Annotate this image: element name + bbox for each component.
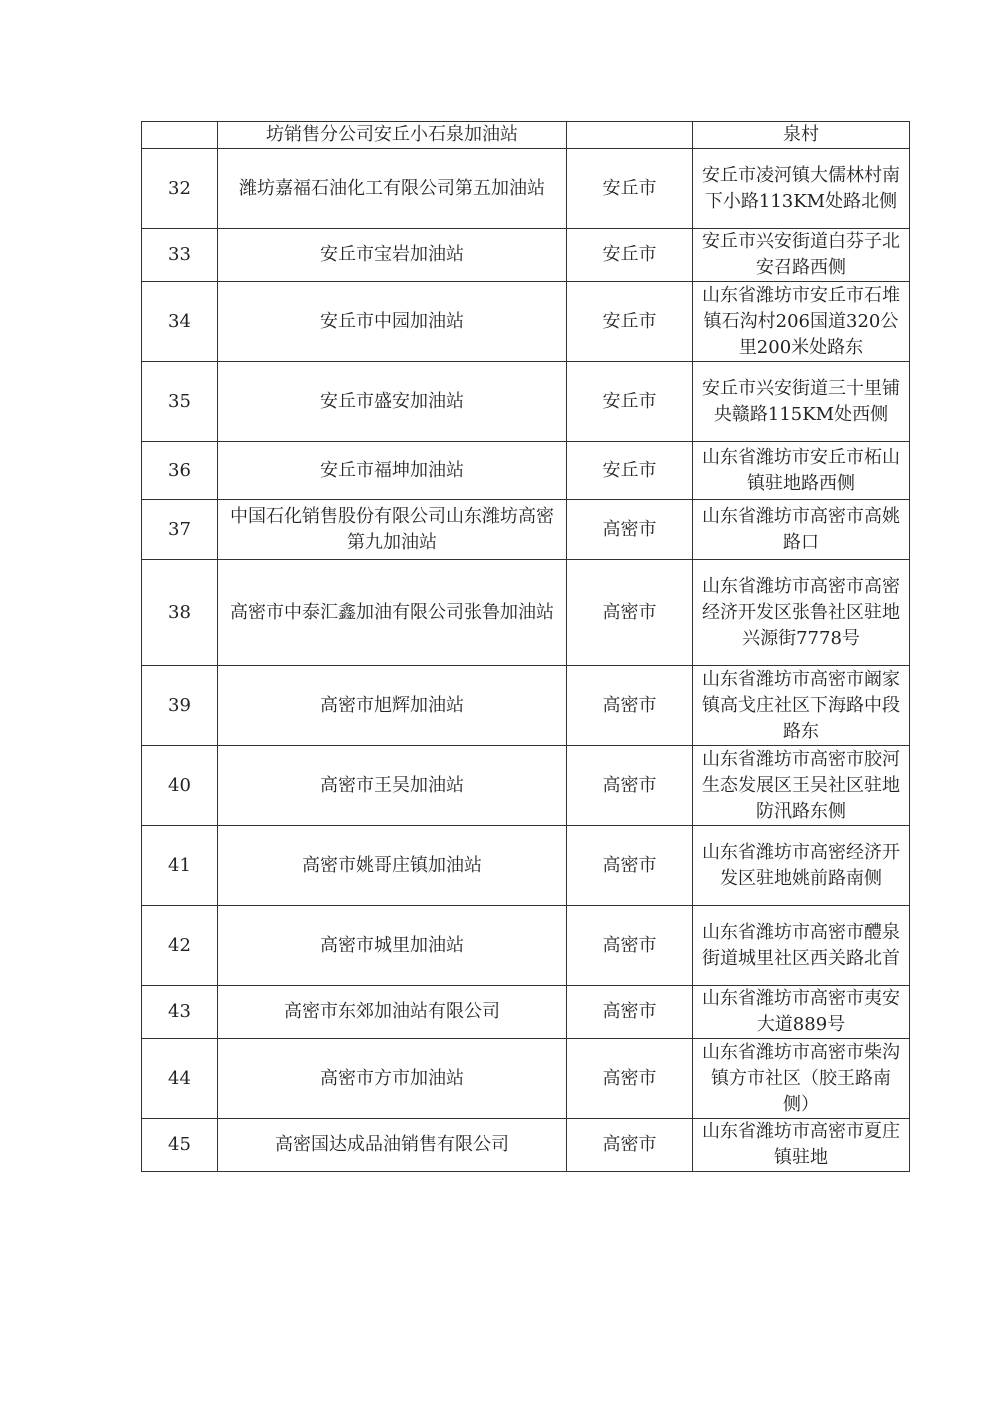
- station-name: 高密市城里加油站: [218, 906, 567, 986]
- station-name: 高密市旭辉加油站: [218, 666, 567, 746]
- station-address: 山东省潍坊市高密经济开发区驻地姚前路南侧: [693, 826, 910, 906]
- station-address: 安丘市兴安街道白芬子北安召路西侧: [693, 229, 910, 282]
- station-name: 安丘市盛安加油站: [218, 362, 567, 442]
- row-number: 40: [142, 746, 218, 826]
- table-row: [142, 1119, 910, 1172]
- row-number: 33: [142, 229, 218, 282]
- table-row: [142, 149, 910, 229]
- city: 安丘市: [567, 442, 693, 500]
- station-address: 山东省潍坊市高密市夷安大道889号: [693, 986, 910, 1039]
- city: 高密市: [567, 746, 693, 826]
- station-address: 安丘市兴安街道三十里铺央赣路115KM处西侧: [693, 362, 910, 442]
- station-address: 山东省潍坊市高密市高密经济开发区张鲁社区驻地兴源街7778号: [693, 560, 910, 666]
- station-address: 安丘市凌河镇大儒林村南下小路113KM处路北侧: [693, 149, 910, 229]
- city: 高密市: [567, 500, 693, 560]
- station-address: 山东省潍坊市安丘市柘山镇驻地路西侧: [693, 442, 910, 500]
- city: 高密市: [567, 826, 693, 906]
- table-row: [142, 1039, 910, 1119]
- table-row: [142, 229, 910, 282]
- station-address: 山东省潍坊市高密市醴泉街道城里社区西关路北首: [693, 906, 910, 986]
- city: 高密市: [567, 1039, 693, 1119]
- row-number: 42: [142, 906, 218, 986]
- city: 安丘市: [567, 229, 693, 282]
- row-number: [142, 122, 218, 149]
- row-number: 44: [142, 1039, 218, 1119]
- station-name: 中国石化销售股份有限公司山东潍坊高密第九加油站: [218, 500, 567, 560]
- row-number: 32: [142, 149, 218, 229]
- row-number: 43: [142, 986, 218, 1039]
- table-row: [142, 122, 910, 149]
- table-row: [142, 666, 910, 746]
- row-number: 38: [142, 560, 218, 666]
- city: 高密市: [567, 906, 693, 986]
- station-address: 山东省潍坊市高密市夏庄镇驻地: [693, 1119, 910, 1172]
- station-name: 高密市王吴加油站: [218, 746, 567, 826]
- row-number: 36: [142, 442, 218, 500]
- station-name: 高密市东郊加油站有限公司: [218, 986, 567, 1039]
- row-number: 45: [142, 1119, 218, 1172]
- table-row: [142, 362, 910, 442]
- row-number: 41: [142, 826, 218, 906]
- station-name: 安丘市宝岩加油站: [218, 229, 567, 282]
- station-address: 山东省潍坊市高密市胶河生态发展区王吴社区驻地防汛路东侧: [693, 746, 910, 826]
- table-row: [142, 282, 910, 362]
- row-number: 39: [142, 666, 218, 746]
- row-number: 37: [142, 500, 218, 560]
- city: 高密市: [567, 560, 693, 666]
- table-row: [142, 442, 910, 500]
- station-name: 高密市姚哥庄镇加油站: [218, 826, 567, 906]
- station-address: 山东省潍坊市高密市柴沟镇方市社区（胶王路南侧）: [693, 1039, 910, 1119]
- row-number: 34: [142, 282, 218, 362]
- table-row: [142, 986, 910, 1039]
- city: [567, 122, 693, 149]
- station-address: 泉村: [693, 122, 910, 149]
- station-name: 安丘市福坤加油站: [218, 442, 567, 500]
- city: 高密市: [567, 986, 693, 1039]
- table-row: [142, 746, 910, 826]
- table-row: [142, 560, 910, 666]
- station-address: 山东省潍坊市高密市高姚路口: [693, 500, 910, 560]
- table-row: [142, 906, 910, 986]
- city: 安丘市: [567, 149, 693, 229]
- city: 高密市: [567, 1119, 693, 1172]
- gas-station-table: [141, 121, 910, 1172]
- row-number: 35: [142, 362, 218, 442]
- station-name: 高密市方市加油站: [218, 1039, 567, 1119]
- station-name: 高密国达成品油销售有限公司: [218, 1119, 567, 1172]
- city: 安丘市: [567, 282, 693, 362]
- station-address: 山东省潍坊市高密市阚家镇高戈庄社区下海路中段路东: [693, 666, 910, 746]
- city: 高密市: [567, 666, 693, 746]
- station-address: 山东省潍坊市安丘市石堆镇石沟村206国道320公里200米处路东: [693, 282, 910, 362]
- city: 安丘市: [567, 362, 693, 442]
- station-name: 安丘市中园加油站: [218, 282, 567, 362]
- station-name: 坊销售分公司安丘小石泉加油站: [218, 122, 567, 149]
- station-name: 高密市中泰汇鑫加油有限公司张鲁加油站: [218, 560, 567, 666]
- table-row: [142, 500, 910, 560]
- table-row: [142, 826, 910, 906]
- station-name: 潍坊嘉福石油化工有限公司第五加油站: [218, 149, 567, 229]
